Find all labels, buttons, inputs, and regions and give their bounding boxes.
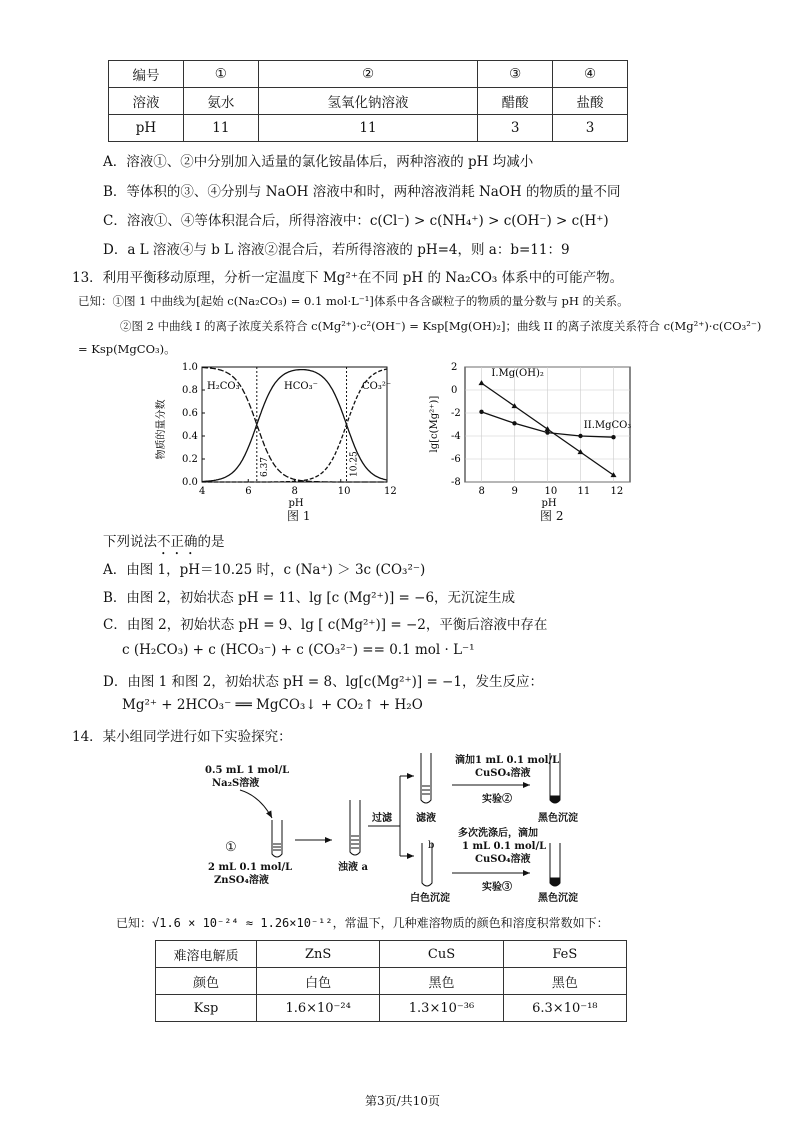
table1-cell: 3	[478, 115, 553, 142]
fig1-label-co3: CO₃²⁻	[362, 381, 392, 392]
fig2-ytick-label: 2	[451, 362, 458, 373]
table1-cell: 氢氧化钠溶液	[258, 88, 477, 115]
fig2-ytick-label: -6	[451, 454, 461, 465]
question-pre: 下列说法	[103, 534, 157, 550]
table1-cell: 11	[183, 115, 258, 142]
fig1-ytick-label: 0.6	[182, 408, 198, 419]
fig2-point	[479, 380, 485, 385]
fig1-xlabel: pH	[288, 498, 304, 509]
figure-2	[425, 355, 645, 520]
step-3a-label: 多次洗涤后，滴加	[458, 828, 538, 839]
q12-option-d: D．a L 溶液④与 b L 溶液②混合后，若所得溶液的 pH=4，则 a：b=11：9	[103, 242, 570, 258]
fig1-xtick-label: 10	[337, 486, 351, 497]
test-tube-black-2	[550, 843, 560, 886]
fig2-xtick-label: 12	[610, 486, 624, 497]
table1-cell: 溶液	[109, 88, 184, 115]
fig2-xtick-label: 11	[577, 486, 591, 497]
table2-cell: 黑色	[503, 968, 626, 995]
table2-cell: Ksp	[156, 995, 257, 1022]
fig1-pka1-label: 6.37	[259, 456, 270, 477]
table2-cell: ZnS	[257, 941, 380, 968]
test-tube-1	[272, 820, 282, 857]
table1-cell: ①	[183, 61, 258, 88]
q14-stem: 14．某小组同学进行如下实验探究：	[72, 729, 292, 745]
fig1-ytick-label: 0.4	[182, 431, 198, 442]
fig2-ytick-label: -8	[451, 477, 461, 488]
solution-table	[108, 60, 628, 142]
table1-cell: 3	[553, 115, 628, 142]
b-label: b	[428, 840, 435, 851]
tube-1-label: 2 mL 0.1 mol/L	[208, 862, 293, 873]
filter-label: 过滤	[372, 813, 392, 824]
fig2-curve1-label: I.Mg(OH)₂	[491, 368, 544, 380]
fig2-point	[479, 410, 483, 414]
q13-option-c: C．由图 2，初始状态 pH = 9、lg [ c(Mg²⁺)] = −2，平衡后溶液中存在	[103, 617, 548, 633]
experiment-flow-diagram	[200, 748, 600, 908]
q12-option-b: B．等体积的③、④分别与 NaOH 溶液中和时，两种溶液消耗 NaOH 的物质的量不同	[103, 184, 621, 200]
step-2c-label: 实验②	[482, 794, 512, 805]
question-post: 的是	[197, 534, 225, 550]
table1-cell: pH	[109, 115, 184, 142]
fig1-ytick-label: 1.0	[182, 362, 198, 373]
step-2a-label: 滴加1 mL 0.1 mol/L	[455, 755, 560, 766]
figure-1-caption: 图 1	[287, 509, 311, 523]
table1-cell: 编号	[109, 61, 184, 88]
ksp-table	[155, 940, 627, 1022]
q13-known-1: 已知：①图 1 中曲线为[起始 c(Na₂CO₃) = 0.1 mol·L⁻¹]体系中各含碳粒子的物质的量分数与 pH 的关系。	[78, 294, 629, 308]
figure-1	[150, 355, 400, 520]
dropper-arrow	[240, 790, 272, 818]
fig1-xtick-label: 6	[245, 486, 252, 497]
q14-known: 已知：√1.6 × 10⁻²⁴ ≈ 1.26×10⁻¹²，常温下，几种难溶物质的颜色和溶度积常数如下：	[116, 916, 609, 930]
fig2-ylabel: lg[c(Mg²⁺)]	[429, 395, 440, 453]
table2-row	[156, 968, 627, 995]
question-emphasis: 不正确	[157, 534, 198, 550]
filtrate-label: 滤液	[416, 813, 436, 824]
fig2-ytick-label: -2	[451, 408, 461, 419]
q12-option-c: C．溶液①、④等体积混合后，所得溶液中：c(Cl⁻) > c(NH₄⁺) > c(OH⁻) > c(H⁺)	[103, 213, 609, 229]
fig1-ytick-label: 0.2	[182, 454, 198, 465]
step-2b-label: CuSO₄溶液	[475, 768, 531, 779]
table2-cell: 白色	[257, 968, 380, 995]
step-3d-label: 实验③	[482, 882, 512, 893]
table1-row	[109, 88, 628, 115]
table2-cell: 1.6×10⁻²⁴	[257, 995, 380, 1022]
q12-option-a: A．溶液①、②中分别加入适量的氯化铵晶体后，两种溶液的 pH 均减小	[103, 154, 534, 170]
fig2-xtick-label: 8	[478, 486, 485, 497]
fig1-xtick-label: 12	[384, 486, 397, 497]
q13-option-d: D．由图 1 和图 2，初始状态 pH = 8、lg[c(Mg²⁺)] = −1，发生反应：	[103, 674, 543, 690]
fig2-point	[611, 435, 615, 439]
fig1-pka2-label: 10.25	[349, 451, 360, 477]
table1-cell: 11	[258, 115, 477, 142]
fig2-curve2-label: II.MgCO₃	[583, 419, 632, 431]
fig2-ytick-label: -4	[451, 431, 461, 442]
q13-stem: 13．利用平衡移动原理，分析一定温度下 Mg²⁺在不同 pH 的 Na₂CO₃ 体系中的可能产物。	[72, 270, 624, 286]
fig2-point	[578, 434, 582, 438]
tube-1b-label: ZnSO₄溶液	[214, 875, 269, 886]
table1-cell: 氨水	[183, 88, 258, 115]
table1-cell: 盐酸	[553, 88, 628, 115]
q13-known-2: ②图 2 中曲线 I 的离子浓度关系符合 c(Mg²⁺)·c²(OH⁻) = Ksp[Mg(OH)₂]；曲线 II 的离子浓度关系符合 c(Mg²⁺)·c(CO₃²⁻)	[120, 319, 762, 333]
white-precipitate: 白色沉淀	[410, 893, 450, 904]
table2-row	[156, 995, 627, 1022]
fig2-point	[512, 421, 516, 425]
step-3b-label: 1 mL 0.1 mol/L	[462, 841, 547, 852]
test-tube-a	[350, 800, 360, 855]
q13-option-d-cont: Mg²⁺ + 2HCO₃⁻ ══ MgCO₃↓ + CO₂↑ + H₂O	[122, 697, 423, 713]
reagent-1-label: 0.5 mL 1 mol/L	[205, 765, 290, 776]
q13-option-a: A．由图 1，pH＝10.25 时，c (Na⁺) ＞ 3c (CO₃²⁻)	[103, 562, 426, 578]
q13-known-3: = Ksp(MgCO₃)。	[78, 342, 176, 356]
table1-row	[109, 61, 628, 88]
fig1-ytick-label: 0.8	[182, 385, 198, 396]
fig1-label-hco3: HCO₃⁻	[284, 381, 318, 392]
step-3c-label: CuSO₄溶液	[475, 854, 531, 865]
reagent-1b-label: Na₂S溶液	[212, 778, 260, 789]
fig2-point	[545, 430, 549, 434]
fig1-ytick-label: 0.0	[182, 477, 198, 488]
fig1-ylabel: 物质的量分数	[156, 399, 167, 460]
table1-cell: ③	[478, 61, 553, 88]
fig1-label-h2co3: H₂CO₃	[207, 381, 240, 392]
table2-cell: 黑色	[380, 968, 503, 995]
table1-row	[109, 115, 628, 142]
test-tube-filtrate	[421, 753, 431, 803]
table2-row	[156, 941, 627, 968]
fig2-xtick-label: 10	[544, 486, 558, 497]
table1-cell: ④	[553, 61, 628, 88]
table1-cell: ②	[258, 61, 477, 88]
table2-cell: 1.3×10⁻³⁶	[380, 995, 503, 1022]
turbid-label: 浊液 a	[338, 862, 368, 873]
q13-question	[103, 530, 225, 558]
table2-cell: FeS	[503, 941, 626, 968]
q13-option-c-cont: c (H₂CO₃) + c (HCO₃⁻) + c (CO₃²⁻) == 0.1 mol · L⁻¹	[122, 642, 475, 658]
fig2-xtick-label: 9	[511, 486, 518, 497]
table1-cell: 醋酸	[478, 88, 553, 115]
fig2-xlabel: pH	[541, 498, 557, 509]
table2-cell: 6.3×10⁻¹⁸	[503, 995, 626, 1022]
black-precipitate-2: 黑色沉淀	[538, 893, 578, 904]
figure-2-caption: 图 2	[540, 509, 564, 523]
fig1-xtick-label: 8	[291, 486, 298, 497]
fig1-xtick-label: 4	[199, 486, 206, 497]
page-footer: 第3页/共10页	[365, 1094, 440, 1108]
q13-option-b: B．由图 2，初始状态 pH = 11、lg [c (Mg²⁺)] = −6，无沉淀生成	[103, 590, 516, 606]
table2-cell: 难溶电解质	[156, 941, 257, 968]
table2-cell: CuS	[380, 941, 503, 968]
table2-cell: 颜色	[156, 968, 257, 995]
fig2-ytick-label: 0	[451, 385, 458, 396]
step-1-marker: ①	[225, 840, 237, 855]
black-precipitate-1: 黑色沉淀	[538, 813, 578, 824]
